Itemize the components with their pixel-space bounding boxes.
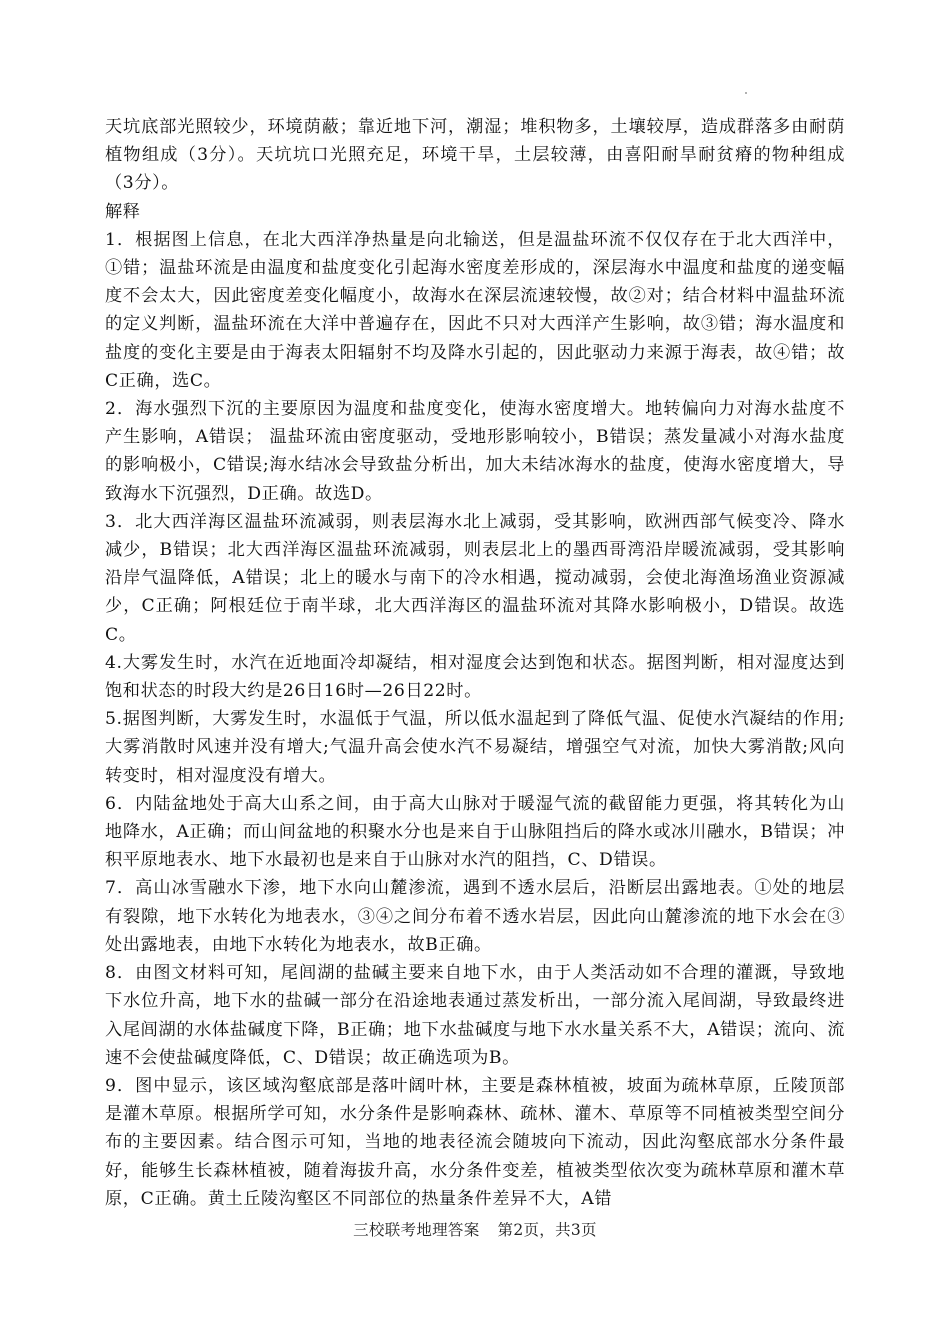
explanation-item-2: 2．海水强烈下沉的主要原因为温度和盐度变化，使海水密度增大。地转偏向力对海水盐度不产生影响，A错误； 温盐环流由密度驱动，受地形影响较小，B错误；蒸发量减小对海水盐度的影响极小，C错误;海水结冰会导致盐分析出，加大未结冰海水的盐度，使海水密度增大，导致海水下沉强烈，D正确。故选D。 [105, 399, 845, 504]
page-footer [0, 1218, 950, 1240]
scan-speck [745, 92, 747, 94]
explanation-item-4: 4.大雾发生时，水汽在近地面冷却凝结，相对湿度会达到饱和状态。据图判断，相对湿度达到饱和状态的时段大约是26日16时—26日22时。 [105, 652, 845, 702]
explanation-item-6: 6．内陆盆地处于高大山系之间，由于高大山脉对于暖湿气流的截留能力更强，将其转化为山地降水，A正确；而山间盆地的积聚水分也是来自于山脉阻挡后的降水或冰川融水，B错误；冲积平原地表水、地下水最初也是来自于山脉对水汽的阻挡，C、D错误。 [105, 793, 845, 871]
explanation-item-9: 9．图中显示，该区域沟壑底部是落叶阔叶林，主要是森林植被，坡面为疏林草原，丘陵顶部是灌木草原。根据所学可知，水分条件是影响森林、疏林、灌木、草原等不同植被类型空间分布的主要因素。结合图示可知，当地的地表径流会随坡向下流动，因此沟壑底部水分条件最好，能够生长森林植被，随着海拔升高，水分条件变差，植被类型依次变为疏林草原和灌木草原，C正确。黄土丘陵沟壑区不同部位的热量条件差异不大，A错 [105, 1075, 845, 1209]
answer-page-content [105, 113, 845, 1213]
footer-title: 三校联考地理答案 [353, 1221, 480, 1239]
intro-paragraph: 天坑底部光照较少，环境荫蔽；靠近地下河，潮湿；堆积物多，土壤较厚，造成群落多由耐荫植物组成（3分）。天坑坑口光照充足，环境干旱，土层较薄，由喜阳耐旱耐贫瘠的物种组成（3分）。 [105, 117, 845, 194]
explanation-item-8: 8．由图文材料可知，尾闾湖的盐碱主要来自地下水，由于人类活动如不合理的灌溉，导致地下水位升高，地下水的盐碱一部分在沿途地表通过蒸发析出，一部分流入尾闾湖，导致最终进入尾闾湖的水体盐碱度下降，B正确；地下水盐碱度与地下水水量关系不大，A错误；流向、流速不会使盐碱度降低，C、D错误；故正确选项为B。 [105, 963, 845, 1068]
explanation-heading: 解释 [105, 201, 141, 222]
explanation-item-1: 1．根据图上信息，在北大西洋净热量是向北输送，但是温盐环流不仅仅存在于北大西洋中，①错；温盐环流是由温度和盐度变化引起海水密度差形成的，深层海水中温度和盐度的递变幅度不会太大，因此密度差变化幅度小，故海水在深层流速较慢，故②对；结合材料中温盐环流的定义判断，温盐环流在大洋中普遍存在，因此不只对大西洋产生影响，故③错；海水温度和盐度的变化主要是由于海表太阳辐射不均及降水引起的，因此驱动力来源于海表，故④错；故C正确，选C。 [105, 229, 845, 391]
explanation-item-5: 5.据图判断，大雾发生时，水温低于气温，所以低水温起到了降低气温、促使水汽凝结的作用;大雾消散时风速并没有增大;气温升高会使水汽不易凝结，增强空气对流，加快大雾消散;风向转变时，相对湿度没有增大。 [105, 709, 845, 786]
explanation-item-3: 3．北大西洋海区温盐环流减弱，则表层海水北上减弱，受其影响，欧洲西部气候变冷、降水减少，B错误；北大西洋海区温盐环流减弱，则表层北上的墨西哥湾沿岸暖流减弱，受其影响沿岸气温降低，A错误；北上的暖水与南下的冷水相遇，搅动减弱，会使北海渔场渔业资源减少，C正确；阿根廷位于南半球，北大西洋海区的温盐环流对其降水影响极小，D错误。故选C。 [105, 511, 845, 645]
footer-page-number: 第2页，共3页 [497, 1221, 597, 1239]
explanation-item-7: 7．高山冰雪融水下渗，地下水向山麓渗流，遇到不透水层后，沿断层出露地表。①处的地层有裂隙，地下水转化为地表水，③④之间分布着不透水岩层，因此向山麓渗流的地下水会在③处出露地表，由地下水转化为地表水，故B正确。 [105, 878, 845, 955]
